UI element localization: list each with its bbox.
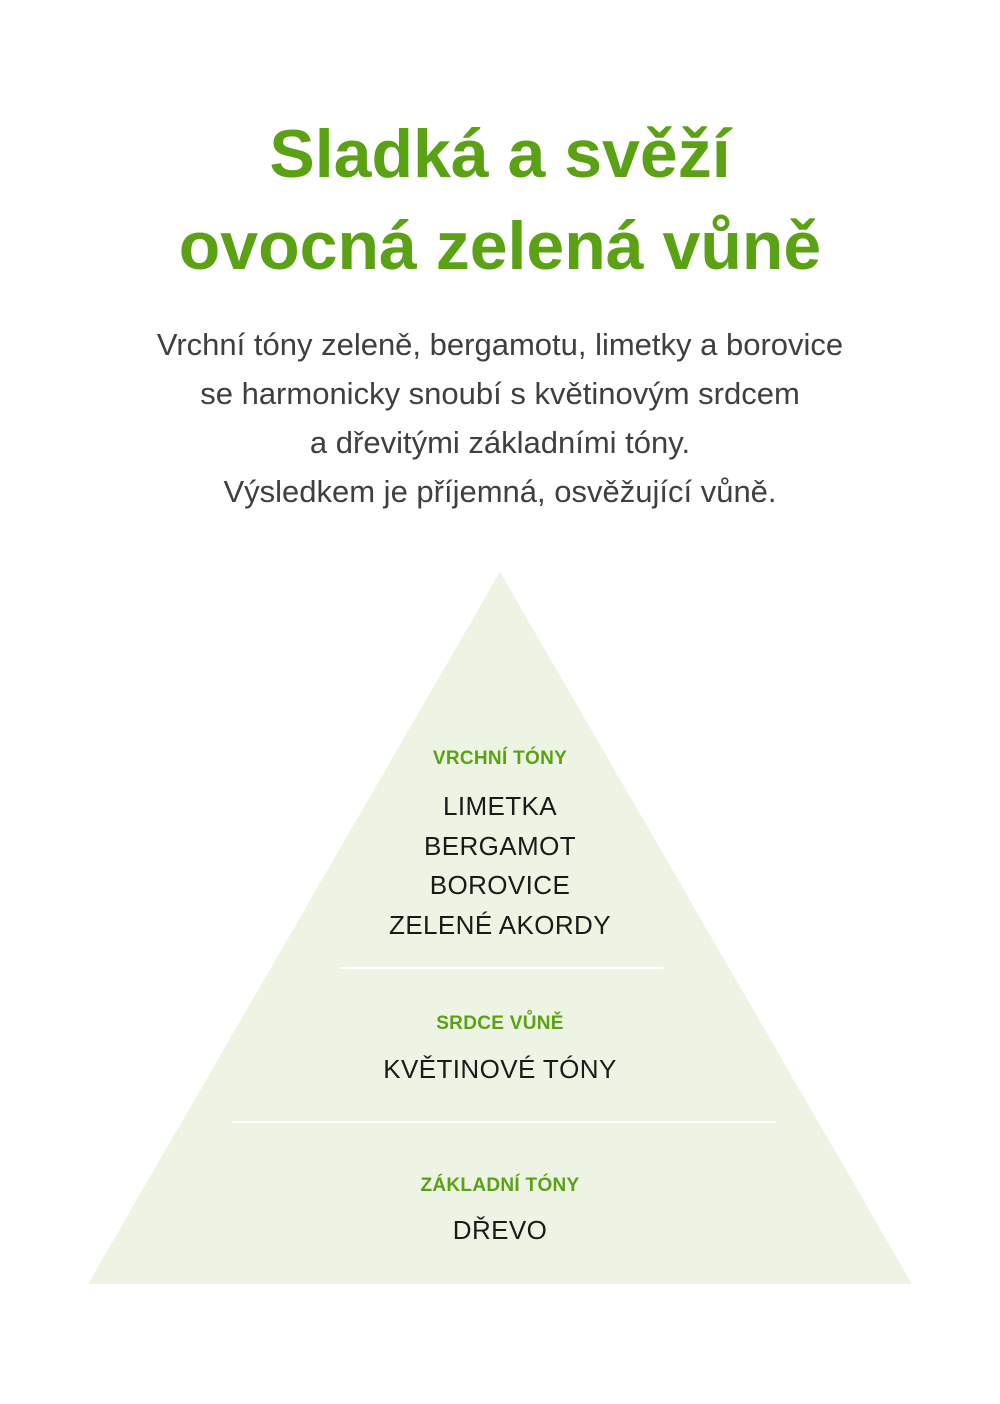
title-line-1: Sladká a svěží — [269, 116, 731, 192]
tier-label-top-notes: VRCHNÍ TÓNY — [432, 748, 568, 769]
note-item: DŘEVO — [452, 1215, 548, 1245]
note-item: BOROVICE — [429, 870, 571, 900]
tier-label-base-notes: ZÁKLADNÍ TÓNY — [420, 1175, 580, 1196]
note-item: ZELENÉ AKORDY — [389, 909, 611, 940]
tier-notes-top — [0, 787, 1000, 945]
description-line: Vrchní tóny zeleně, bergamotu, limetky a borovice — [156, 327, 844, 362]
note-item: LIMETKA — [442, 791, 558, 821]
title-line-2: ovocná zelená vůně — [178, 208, 822, 284]
tier-notes-base — [0, 1211, 1000, 1251]
tier-label-heart-notes: SRDCE VŮNĚ — [436, 1013, 564, 1034]
note-item: BERGAMOT — [424, 830, 576, 861]
note-item: KVĚTINOVÉ TÓNY — [383, 1054, 617, 1084]
description-line: se harmonicky snoubí s květinovým srdcem — [200, 376, 800, 411]
tier-notes-heart — [0, 1050, 1000, 1090]
description-line: a dřevitými základními tóny. — [309, 425, 691, 460]
description-line: Výsledkem je příjemná, osvěžující vůně. — [223, 474, 777, 509]
